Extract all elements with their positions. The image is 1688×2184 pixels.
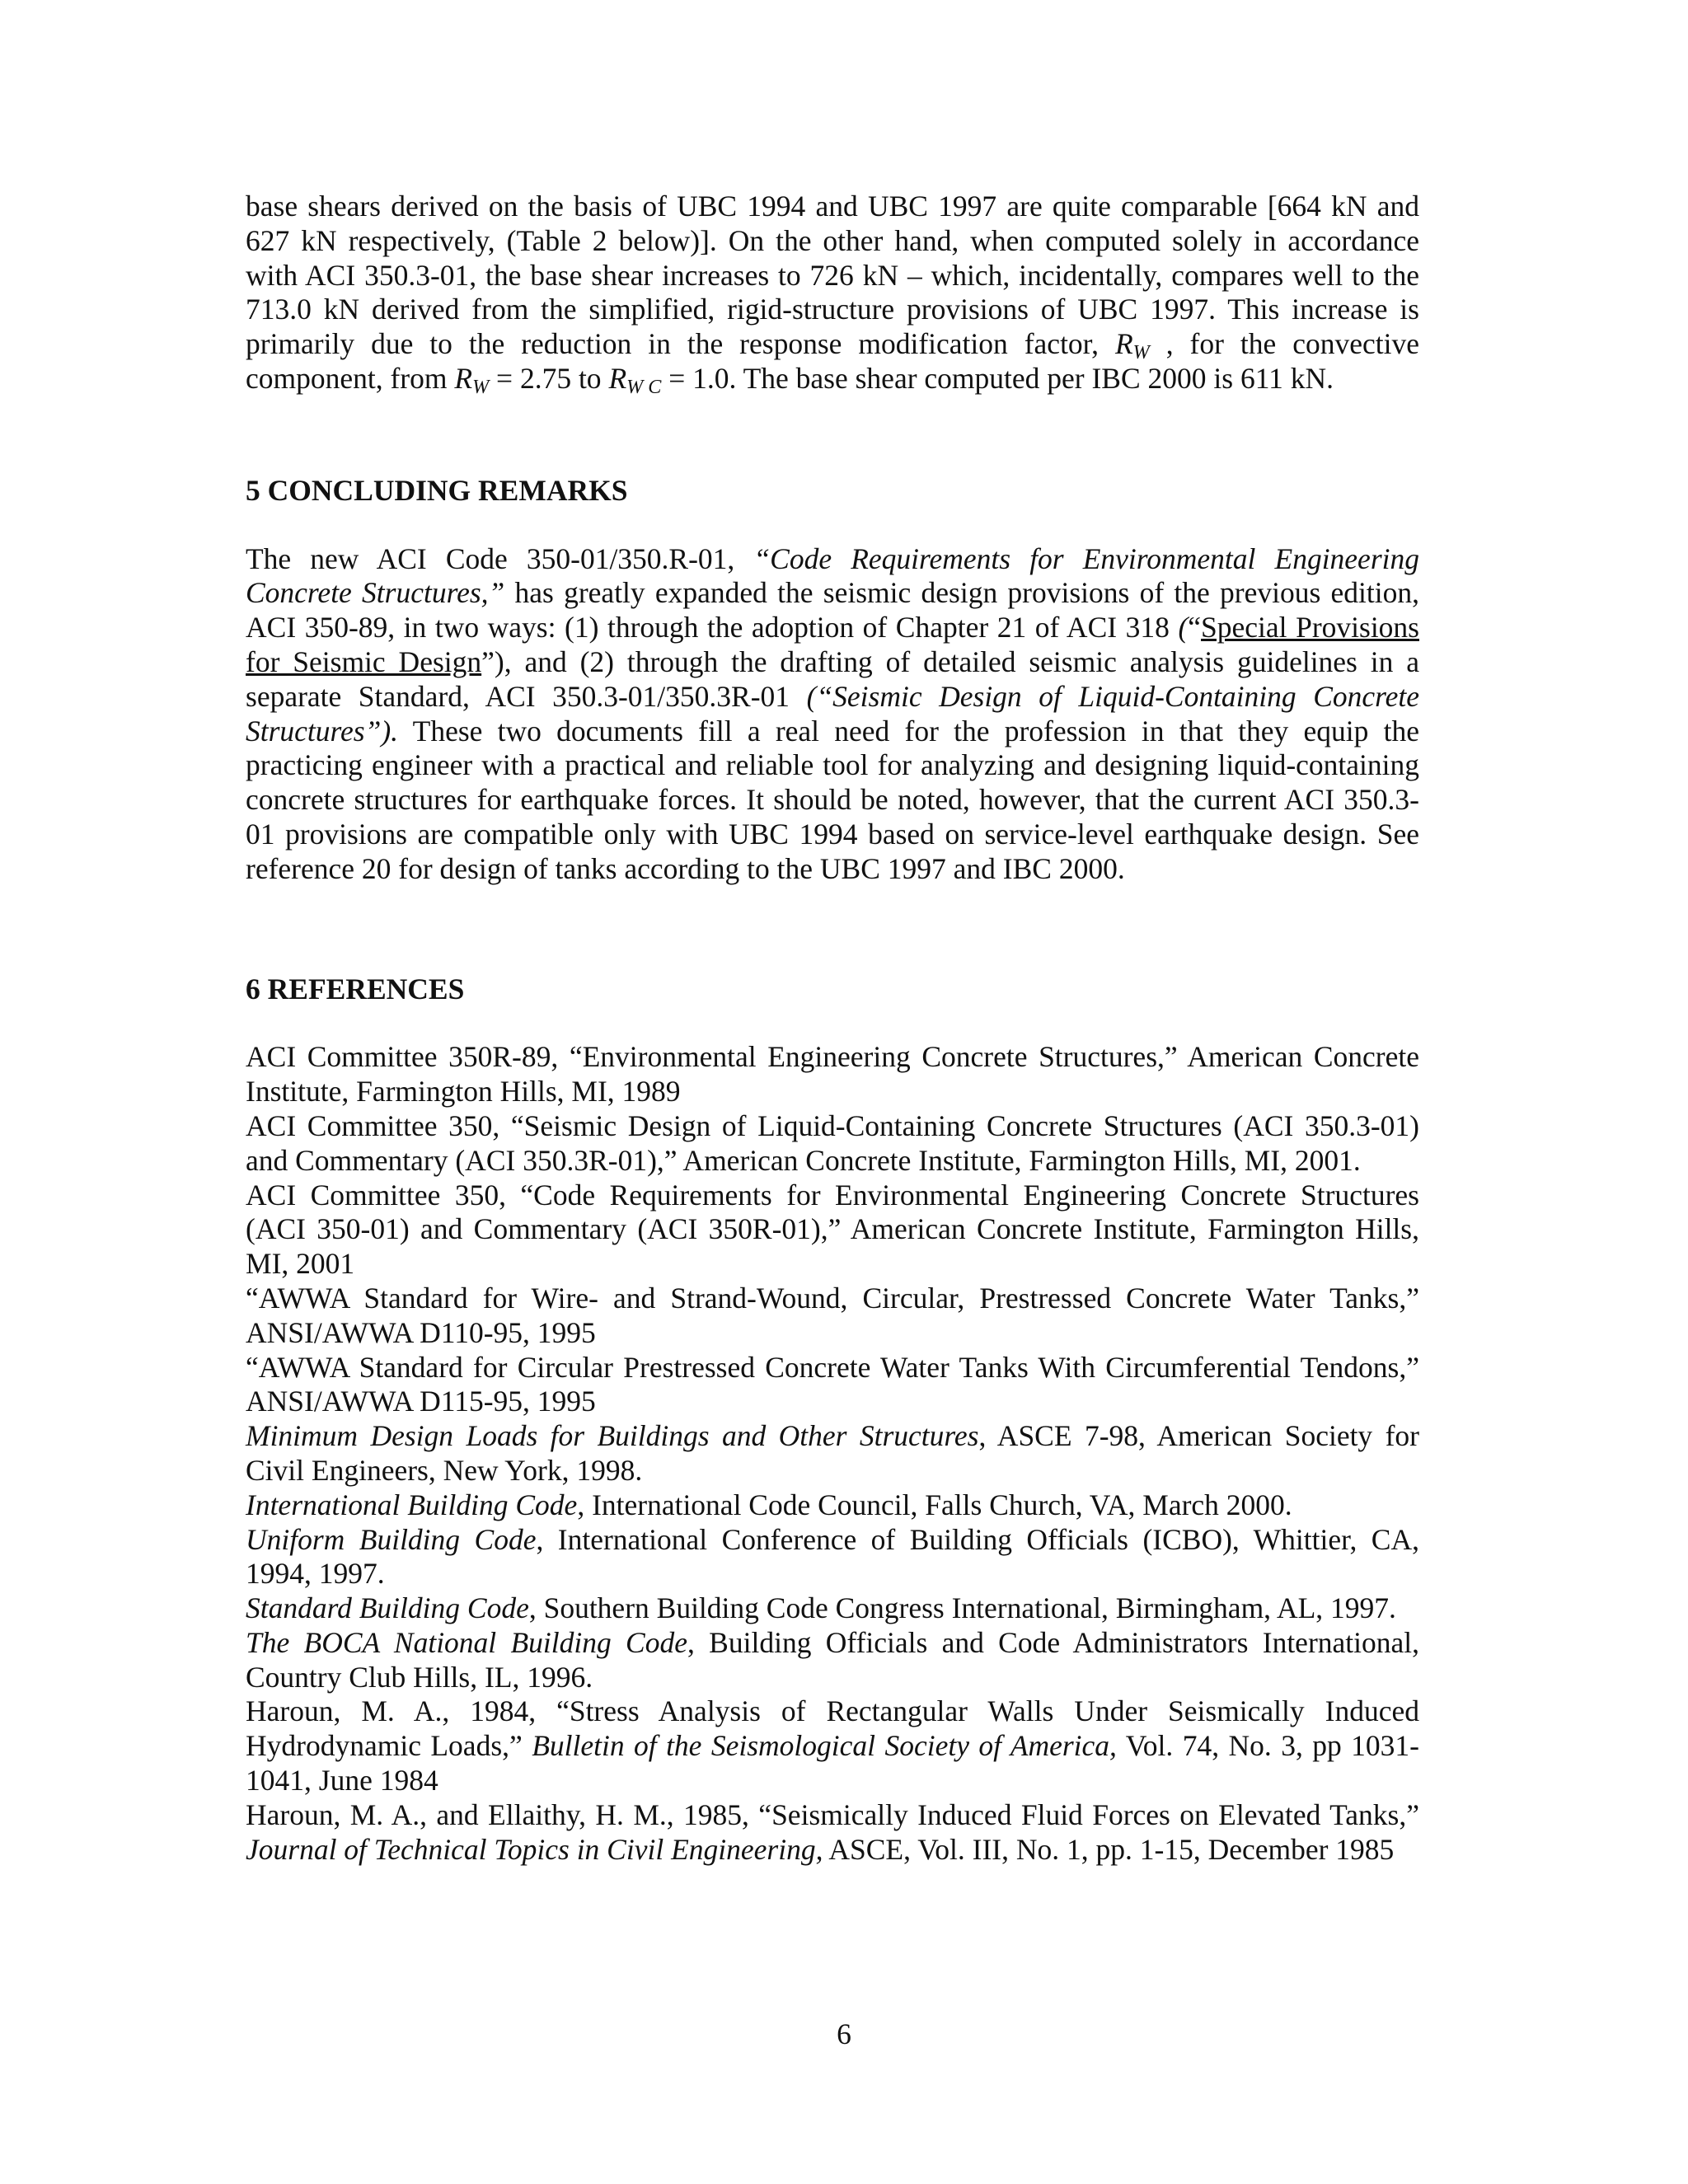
concl-text-1: The new ACI Code 350-01/350.R-01,	[246, 541, 754, 575]
reference-entry	[246, 1109, 1419, 1179]
reference-italic-title: Uniform Building Code	[246, 1522, 537, 1556]
intro-text-1: base shears derived on the basis of UBC 1994 and UBC 1997 are quite comparable [664 kN and 627 kN respectively, (Table 2 below)]. On the other hand, when computed solely in accordance with ACI 350.3-01, the base shear increases to 726 kN – which, incidentally, compares well to the 713.0 kN derived from the simplified, rigid-structure provisions of UBC 1997. This increase is primarily due to the reduction in the response modification factor,	[246, 190, 1419, 361]
reference-entry	[246, 1419, 1419, 1488]
intro-text-2: , for the convective component, from	[246, 327, 1420, 395]
reference-italic-title: International Building Code	[246, 1488, 578, 1521]
reference-text: Haroun, M. A., 1984, “Stress Analysis of Rectangular Walls Under Seismically Induced Hydrodynamic Loads,”	[246, 1694, 1419, 1763]
reference-entry	[246, 1351, 1419, 1420]
concl-quote: “	[1188, 611, 1202, 644]
reference-text: “AWWA Standard for Circular Prestressed Concrete Water Tanks With Circumferential Tendons,” ANSI/AWWA D115-95, 1995	[246, 1350, 1419, 1418]
reference-list	[246, 1040, 1419, 1867]
intro-text-3: = 2.75 to	[489, 361, 609, 395]
concl-text-4: These two documents fill a real need for the profession in that they equip the practicing engineer with a practical and reliable tool for analyzing and designing liquid-containing concrete structures for earthquake forces. It should be noted, however, that the current ACI 350.3-01 provisions are compatible only with UBC 1994 based on service-level earthquake design. See reference 20 for design of tanks according to the UBC 1997 and IBC 2000.	[246, 714, 1419, 885]
reference-entry	[246, 1179, 1419, 1282]
reference-entry	[246, 1591, 1419, 1626]
rw-symbol: $R_W$	[1114, 327, 1150, 364]
concl-italic-paren: (	[1178, 611, 1189, 644]
reference-text: ACI Committee 350, “Code Requirements for Environmental Engineering Concrete Structures (ACI 350-01) and Commentary (ACI 350R-01),” American Concrete Institute, Farmington Hills, MI, 2001	[246, 1178, 1419, 1281]
section-5-heading: 5 CONCLUDING REMARKS	[246, 473, 628, 507]
reference-italic-title: Bulletin of the Seismological Society of America,	[532, 1729, 1117, 1763]
reference-italic-title: Standard Building Code	[246, 1591, 529, 1625]
concl-underlined-title: Special Provisions for Seismic Design	[246, 611, 1419, 678]
intro-paragraph	[246, 190, 1420, 399]
reference-text-tail: , Building Officials and Code Administrators International, Country Club Hills, IL, 1996.	[246, 1625, 1419, 1694]
reference-text-tail: , ASCE 7-98, American Society for Civil Engineers, New York, 1998.	[246, 1419, 1419, 1487]
concl-text-3: ”), and (2) through the drafting of detailed seismic analysis guidelines in a separate Standard, ACI 350.3-01/350.3R-01	[246, 644, 1419, 713]
reference-text: “AWWA Standard for Wire- and Strand-Wound, Circular, Prestressed Concrete Water Tanks,” ANSI/AWWA D110-95, 1995	[246, 1281, 1419, 1349]
reference-entry	[246, 1488, 1419, 1523]
reference-italic-title: The BOCA National Building Code	[246, 1625, 687, 1659]
reference-text-tail: , International Code Council, Falls Church, VA, March 2000.	[577, 1488, 1292, 1521]
reference-text-tail: , International Conference of Building Officials (ICBO), Whittier, CA, 1994, 1997.	[246, 1522, 1419, 1591]
reference-text: ACI Committee 350, “Seismic Design of Liquid-Containing Concrete Structures (ACI 350.3-01) and Commentary (ACI 350.3R-01),” American Concrete Institute, Farmington Hills, MI, 2001.	[246, 1108, 1419, 1177]
page-number: 6	[837, 2018, 851, 2050]
reference-italic-title: Minimum Design Loads for Buildings and Other Structures	[246, 1419, 979, 1453]
section-6-heading: 6 REFERENCES	[246, 972, 465, 1005]
rw-symbol-2: $R_W$	[454, 361, 490, 399]
concl-italic-standard: (“Seismic Design of Liquid-Containing Concrete Structures”).	[246, 679, 1419, 748]
reference-text: Haroun, M. A., and Ellaithy, H. M., 1985, “Seismically Induced Fluid Forces on Elevated Tanks,”	[246, 1797, 1419, 1831]
reference-text-tail: Vol. 74, No. 3, pp 1031-1041, June 1984	[246, 1729, 1420, 1797]
reference-entry	[246, 1523, 1419, 1592]
reference-entry	[246, 1694, 1419, 1797]
intro-text-4: = 1.0. The base shear computed per IBC 2000 is 611 kN.	[661, 361, 1334, 395]
reference-entry	[246, 1040, 1419, 1109]
rwc-symbol: $R_{W C}$	[608, 361, 662, 399]
reference-entry	[246, 1282, 1419, 1351]
reference-entry	[246, 1626, 1419, 1695]
reference-text-tail: ASCE, Vol. III, No. 1, pp. 1-15, December 1985	[823, 1832, 1395, 1866]
concluding-paragraph	[246, 542, 1419, 887]
reference-entry	[246, 1798, 1419, 1868]
document-page	[246, 190, 1419, 1867]
concl-italic-title: “Code Requirements for Environmental Engineering Concrete Structures,”	[246, 541, 1419, 610]
concl-text-2: has greatly expanded the seismic design provisions of the previous edition, ACI 350-89, in two ways: (1) through the adoption of Chapter 21 of ACI 318	[246, 576, 1419, 644]
reference-italic-title: Journal of Technical Topics in Civil Engineering,	[246, 1832, 823, 1866]
reference-text: ACI Committee 350R-89, “Environmental Engineering Concrete Structures,” American Concrete Institute, Farmington Hills, MI, 1989	[246, 1040, 1419, 1108]
reference-text-tail: , Southern Building Code Congress International, Birmingham, AL, 1997.	[528, 1591, 1396, 1625]
